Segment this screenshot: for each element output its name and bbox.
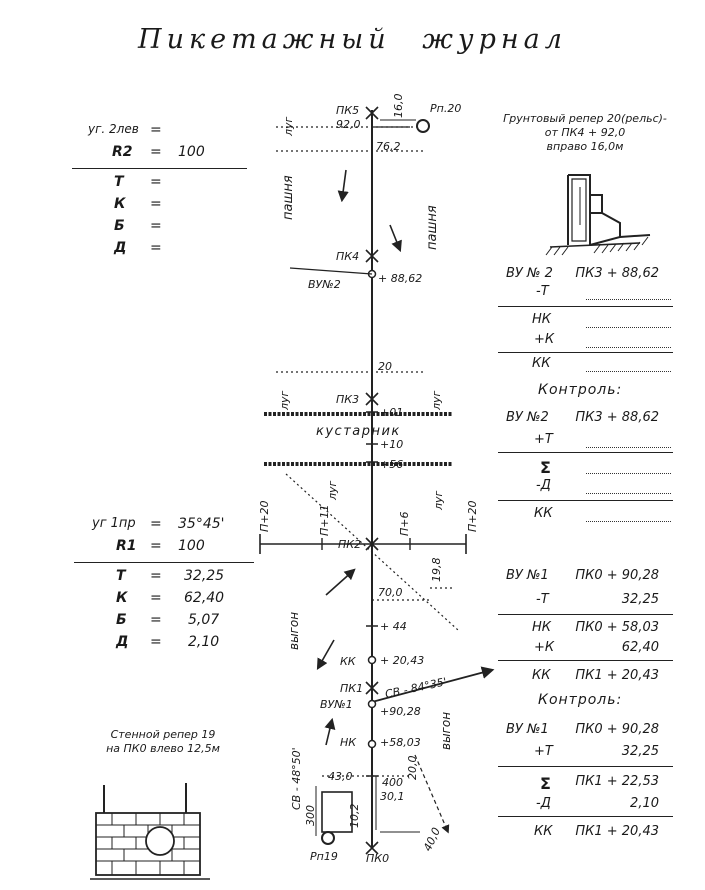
vu1-row-kk: КК ПК1 + 20,43 — [532, 668, 659, 683]
label-pashnya-1: пашня — [281, 175, 296, 220]
vu2-row-t: -Т — [498, 282, 673, 304]
vu1-record — [498, 566, 678, 846]
label-lug-1: луг — [282, 116, 295, 136]
label-20: 20 — [378, 360, 392, 373]
label-kustarnik: кустарник — [316, 424, 401, 439]
vu2-record — [498, 264, 678, 534]
vu2-row-kk: КК — [498, 354, 673, 376]
label-p6: П+6 — [398, 511, 411, 536]
vu1-control-d: -Д 2,10 — [536, 796, 659, 811]
vu2-control-t: +Т — [498, 430, 673, 452]
vu1-control-sum: Σ ПК1 + 22,53 — [540, 774, 659, 793]
label-pk4: ПК4 — [336, 250, 360, 263]
wallmark19-note: Стенной репер 19 на ПК0 влево 12,5м — [106, 728, 220, 755]
vu1-row-t: -Т 32,25 — [536, 592, 659, 607]
label-pk2: ПК2 — [338, 538, 362, 551]
label-200: 20,0 — [406, 755, 419, 780]
vu2-control-d: -Д — [498, 476, 673, 498]
label-lug-5: луг — [432, 490, 445, 510]
label-lug-2: луг — [278, 390, 291, 410]
label-pk1: ПК1 — [340, 682, 364, 695]
vu2-header: ВУ № 2 ПК3 + 88,62 — [506, 266, 659, 281]
label-p44: + 44 — [380, 620, 407, 633]
label-9028: +90,28 — [380, 705, 421, 718]
label-920: 92,0 — [336, 118, 361, 131]
vu1-row-nk: НК ПК0 + 58,03 — [532, 620, 659, 635]
label-pk3: ПК3 — [336, 393, 360, 406]
label-2043: + 20,43 — [380, 654, 425, 667]
label-p10: +10 — [380, 438, 404, 451]
label-pashnya-2: пашня — [425, 205, 440, 250]
label-5803: +58,03 — [380, 736, 421, 749]
rp20-marker — [417, 120, 429, 132]
label-301: 30,1 — [380, 790, 405, 803]
vu2-row-k: +К — [498, 330, 673, 352]
vu1-control-title: Контроль: — [538, 692, 623, 708]
label-p20-left: П+20 — [258, 500, 271, 532]
route-sketch — [230, 90, 500, 870]
rail-benchmark-drawing — [540, 165, 670, 260]
label-p56: +56 — [380, 458, 404, 471]
vu1-control-header: ВУ №1 ПК0 + 90,28 — [506, 722, 659, 737]
curve1-rule — [74, 562, 254, 563]
vu1-header: ВУ №1 ПК0 + 90,28 — [506, 568, 659, 583]
vu2-control-kk: КК — [498, 504, 673, 526]
label-rp20: Рп.20 — [430, 102, 462, 115]
label-rp19: Рп19 — [310, 850, 338, 863]
vu2-control-header: ВУ №2 ПК3 + 88,62 — [506, 410, 659, 425]
page-title: Пикетажный журнал — [138, 24, 567, 55]
label-lug-3: луг — [430, 390, 443, 410]
label-vu2: ВУ№2 — [308, 278, 341, 291]
label-8862: + 88,62 — [378, 272, 423, 285]
curve2-rule — [72, 168, 247, 169]
label-160: 16,0 — [392, 93, 405, 118]
vu1-control-t: +Т 32,25 — [534, 744, 659, 759]
label-102: 10,2 — [348, 803, 361, 828]
label-lug-4: луг — [326, 480, 339, 500]
label-vu1: ВУ№1 — [320, 698, 353, 711]
label-p11: П+11 — [318, 504, 331, 536]
vu2-row-nk: НК — [498, 310, 673, 332]
label-sv: СВ - 84°35' — [383, 675, 448, 701]
label-vygon-1: выгон — [287, 611, 301, 650]
vu1-control-kk: КК ПК1 + 20,43 — [534, 824, 659, 839]
vu2-control-title: Контроль: — [538, 382, 623, 398]
curve2-table: уг. 2лев = R2 = 100 Т = К = Б = Д = — [88, 122, 238, 262]
label-p01: +01 — [380, 406, 404, 419]
label-p20-right: П+20 — [466, 500, 479, 532]
rp19-marker — [322, 832, 334, 844]
label-kk: КК — [340, 655, 356, 668]
wall-benchmark-drawing — [90, 775, 220, 885]
benchmark20-note: Грунтовый репер 20(рельс)- от ПК4 + 92,0 вправо 16,0м — [503, 112, 667, 153]
label-430: 43,0 — [328, 770, 353, 783]
label-dist: 40,0 — [420, 825, 444, 854]
label-400: 400 — [382, 776, 403, 789]
label-pk0: ПК0 — [366, 852, 390, 865]
vu1-row-k: +К 62,40 — [534, 640, 659, 655]
label-sv2: СВ - 48°50' — [290, 747, 303, 810]
vu2-control-sum: Σ — [498, 456, 673, 478]
curve1-table: уг 1пр = 35°45' R1 = 100 Т = 32,25 К = 62,40 Б = 5,07 Д = 2,10 — [88, 516, 258, 656]
label-198: 19,8 — [430, 557, 443, 582]
label-nk: НК — [340, 736, 357, 749]
label-pk5: ПК5 — [336, 104, 360, 117]
label-700: 70,0 — [378, 586, 403, 599]
label-300: 300 — [304, 805, 317, 826]
label-vygon-2: выгон — [439, 711, 453, 750]
label-762: 76,2 — [376, 140, 401, 153]
